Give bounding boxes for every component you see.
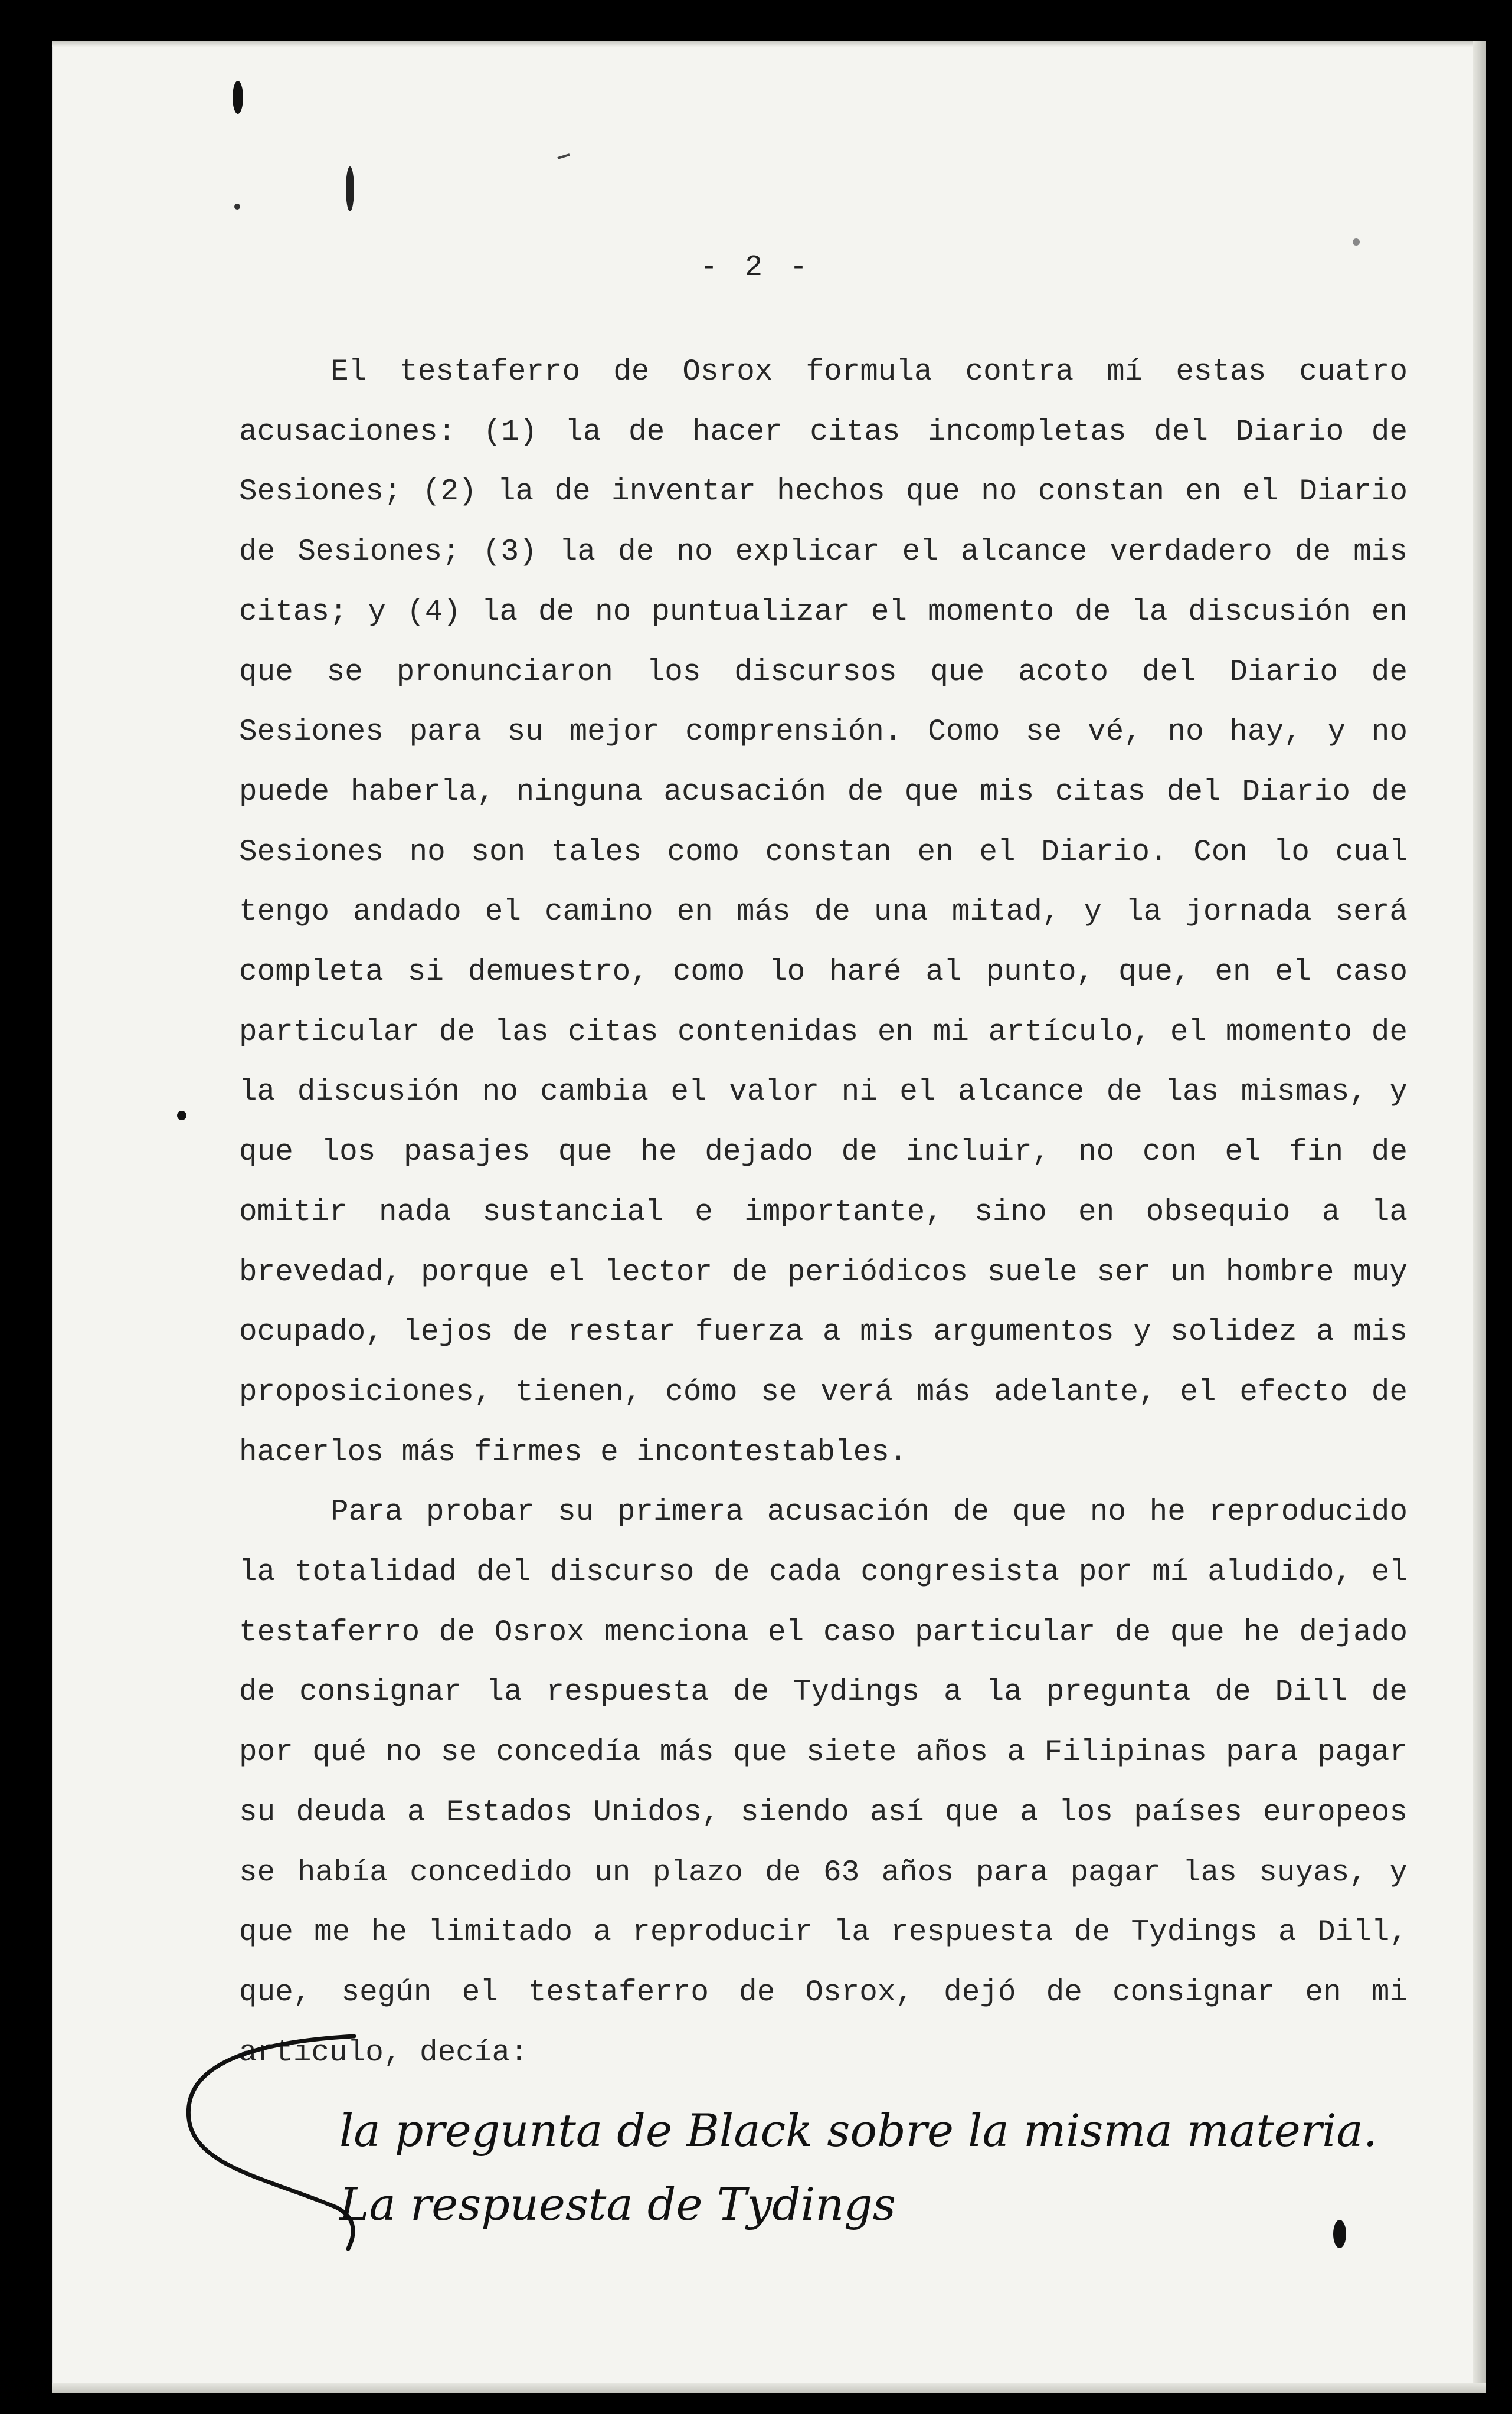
page-number: - 2 - [699,251,813,284]
page-edge-top [52,41,1486,47]
paragraph-1: El testaferro de Osrox formula contra mí estas cuatro acusaciones: (1) la de hacer citas incompletas del Diario de Sesiones; (2) la de inventar hechos que no constan en el Diario de Sesiones; (3) la de no explicar el alcance verdadero de mis citas; y (4) la de no puntualizar el momento de la discusión en que se pronunciaron los discursos que acoto del Diario de Sesiones para su mejor comprensión. Como se vé, no hay, y no puede haberla, ninguna acusación de que mis citas del Diario de Sesiones no son tales como constan en el Diario. Con lo cual tengo andado el camino en más de una mitad, y la jornada será completa si demuestro, como lo haré al punto, que, en el caso particular de las citas contenidas en mi artículo, el momento de la discusión no cambia el valor ni el alcance de las mismas, y que los pasajes que he dejado de incluir, no con el fin de omitir nada sustancial e importante, sino en obsequio a la brevedad, porque el lector de periódicos suele ser un hombre muy ocupado, lejos de restar fuerza a mis argumentos y solidez a mis proposiciones, tienen, cómo se verá más adelante, el efecto de hacerlos más firmes e incontestables. [239,355,1408,1470]
handwritten-insertion-line-2: La respuesta de Tydings [339,2178,896,2230]
paragraph-2: Para probar su primera acusación de que no he reproducido la totalidad del discurso de cada congresista por mí aludido, el testaferro de Osrox menciona el caso particular de que he dejado de consignar la respuesta de Tydings a la pregunta de Dill de por qué no se concedía más que siete años a Filipinas para pagar su deuda a Estados Unidos, siendo así que a los países europeos se había concedido un plazo de 63 años para pagar las suyas, y que me he limitado a reproducir la respuesta de Tydings a Dill, que, según el testaferro de Osrox, dejó de consignar en mi artículo, decía: [239,1496,1408,2070]
body-text [239,342,1408,2083]
page-edge-right [1473,41,1486,2393]
page-edge-bottom [52,2383,1486,2393]
handwritten-insertion-line-1: la pregunta de Black sobre la misma materia. [339,2104,1377,2157]
